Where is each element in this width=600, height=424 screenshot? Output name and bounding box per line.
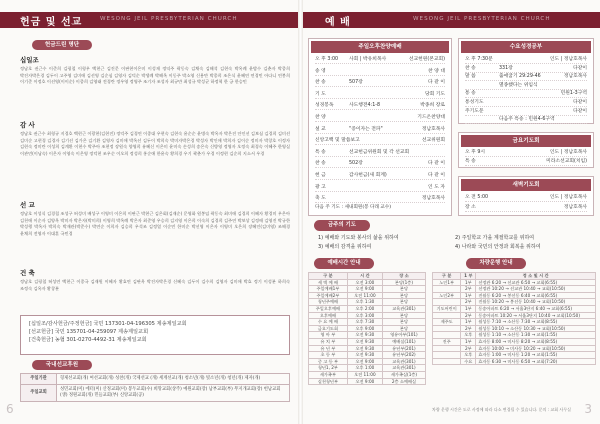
table-row (309, 365, 426, 372)
service-leader: 정남호목사 (563, 205, 587, 210)
table-cell: 오전 9:30 (347, 345, 382, 352)
service-item: 헌 금 (315, 173, 326, 178)
table-cell: 오후 2:00 (347, 305, 382, 312)
table-cell: 오후 1:30 (347, 299, 382, 306)
service-detail: 출애굽기 29:29-46 (499, 74, 541, 80)
table-cell: 선정관 6:20 → 선교관 6:50 → 교회(6:55) (476, 279, 596, 286)
service-row (315, 159, 445, 168)
table-row (309, 319, 426, 326)
table-cell: 오전 9:00 (347, 358, 382, 365)
table-cell: 2부 (461, 286, 476, 293)
section-title: 십일조 (20, 56, 39, 64)
table-row (309, 371, 426, 378)
table-cell: 세 벽 예 배 (309, 279, 348, 286)
table-cell: 1부 (461, 338, 476, 345)
table-cell: 동송아파트 10:20 → 서울3단지 10:40 → 교회(10:50) (476, 312, 596, 319)
table-cell: 오후 (461, 352, 476, 359)
service-row (465, 203, 587, 212)
service-row (315, 183, 445, 192)
service-item: 찬 송 (315, 161, 326, 167)
table-cell: 효자동 10:00 → 미사동 10:20 → 교회(10:50) (476, 345, 596, 352)
table-cell: 예배실(101) (382, 338, 425, 345)
section-mission (20, 200, 290, 237)
table-cell: 본당 (382, 299, 425, 306)
service-row (315, 136, 445, 145)
table-cell: 1부 (461, 279, 476, 286)
service-item: 송 영 (315, 68, 326, 74)
table-cell: 월성동 7:10 → 소산동 7:30 → 교회(8:55) (476, 319, 596, 326)
table-cell: 오후 7:30 (347, 319, 382, 326)
groups-table (432, 272, 596, 365)
table-row (309, 358, 426, 365)
table-cell: 초 등 부 (309, 352, 348, 359)
service-row (315, 148, 445, 157)
table-cell: 주일오후예배 (309, 305, 348, 312)
account-line: [선교헌금] 국민 135701-04-259097 제송제일교회 (29, 329, 149, 335)
attendance-pill: 예배시간 안내 (314, 258, 374, 269)
service-row (315, 55, 445, 64)
service-detail: "증이자는 전파" (349, 126, 383, 132)
table-row (433, 299, 596, 306)
service-item: 신앙고백 및 말씀보고 (315, 138, 360, 144)
service-detail: 502장 (349, 161, 363, 167)
right-header-bar (303, 12, 600, 28)
table-cell: 월성동 1:10 → 소산동 1:30 → 교회(1:55) (476, 332, 596, 339)
table-cell: 기도어린이 (433, 305, 461, 312)
attendance-table (308, 272, 426, 385)
domestic-mission-pill: 국내선교후원 (32, 360, 92, 370)
table-row (433, 305, 596, 312)
service-item: 장 소 (465, 205, 476, 210)
service-leader: 다 같 이 (428, 161, 445, 167)
column-header: 시 간 (347, 273, 382, 280)
service-item: 통성기도 (465, 100, 484, 105)
service-row (465, 115, 587, 124)
table-header-row (309, 273, 426, 280)
prayer-item: 4) 나라와 국민의 안정과 회복을 위하여 (455, 244, 541, 250)
table-cell: 주일예배2부 (309, 292, 348, 299)
table-cell: 효자동 1:00 → 미사동 1:20 → 교회(1:55) (476, 352, 596, 359)
table-cell: 유 치 부 (309, 338, 348, 345)
table-row (21, 385, 290, 402)
section-title: 건 축 (20, 269, 35, 277)
right-header-title: 예 배 (325, 17, 351, 28)
table-cell: 오전 9:00 (347, 378, 382, 385)
table-row (433, 292, 596, 299)
table-cell: 수요 (461, 358, 476, 365)
table-cell: 실천청년부 (309, 378, 348, 385)
table-row (309, 325, 426, 332)
table-cell: 동송아파트 6:20 → 서울3단지 6:40 → 교회(6:55) (476, 305, 596, 312)
table-cell: 새가족부 (309, 371, 348, 378)
table-cell: 본당 (382, 312, 425, 319)
service-item: 오 전 5:00 (465, 195, 489, 200)
table-row (433, 332, 596, 339)
main-service-note: 다음 주 기도 : 새내회원(봉 다래 교수) (315, 205, 392, 210)
table-row (309, 279, 426, 286)
service-item: 찬 양 (315, 115, 326, 120)
service-leader: 미라소선교회(치임) (546, 159, 587, 164)
table-cell: 금요기도회 (309, 325, 348, 332)
wed-service-panel (458, 38, 594, 124)
section-title: 선 교 (20, 201, 35, 209)
table-header-row (433, 273, 596, 280)
table-cell: 오전 9:30 (347, 352, 382, 359)
column-header: 장 소 (382, 273, 425, 280)
left-header-subtitle: WESONG JEIL PRESBYTERIAN CHURCH (100, 16, 238, 22)
service-detail: 사회 | 박유희목사 (349, 57, 387, 62)
service-leader: 기드온찬양대 (417, 115, 445, 120)
service-item: 오 후 7:30분 (465, 57, 493, 62)
service-item: 오 후 9시 (465, 150, 486, 155)
fri-service-title: 금요기도회 (461, 135, 591, 147)
row-label: 주일기관 (21, 374, 57, 385)
offering-pill: 헌금드린 명단 (32, 40, 92, 50)
service-leader: 박종희 장로 (420, 103, 445, 109)
service-leader: 인 도 자 (428, 184, 445, 190)
service-leader: 다 같 이 (428, 80, 445, 86)
section-building (20, 268, 290, 292)
service-leader: 정남호목사 (563, 74, 587, 80)
table-row (309, 286, 426, 293)
table-cell: 오후예배 (309, 312, 348, 319)
table-cell: 오전 9:00 (347, 286, 382, 293)
table-row (309, 378, 426, 385)
table-cell: 2부 (461, 345, 476, 352)
table-cell: 진월동 6:20 → 봉선동 6:40 → 교회(6:55) (476, 292, 596, 299)
service-leader: 선교헌원(본교회) (408, 57, 445, 62)
table-cell: 2부 (461, 312, 476, 319)
table-cell: 선정관 10:20 → 선교관 10:40 → 교회(10:50) (476, 286, 596, 293)
table-row (433, 338, 596, 345)
table-row (309, 352, 426, 359)
service-item: 성경봉독 (315, 103, 334, 109)
groups-pill: 차량운행 안내 (466, 258, 526, 269)
table-cell (433, 352, 461, 359)
section-body: 정남호 권근수 최형규 지경호 백현근 이광현(김현진) 정덕주 김경연 이종대 우현숙 김현숙 윤순순 윤병숙 박옥자 박은진 안인선 김보심 김경희 김미선 김미순 고현경 김경자 김기선 김가은 김기환 김영자 김미애 박옥선 김두이 박희숙 박미자박은경 박성자 박인애 박희자 김이순 정미자 박창호 이정자 김현숙 정미란 이성희 김계환 이현수 박주아 조현정 장원숙 양영희 유혜신 이은미 윤미숙 손성희 송은숙 신방영 정영자 오정숙 최경숙 이혜주 한영실 이관민(이남숙) 이은자 이영숙 이은영 정덕현 조우순 이오희 정성희 홍순애 한윤숙 황희경 우기 곽춘가 우경 이정현 김순희 지소서 우경 (20, 131, 290, 156)
table-cell: 효자동 8:00 → 미사동 8:20 → 교회(8:55) (476, 338, 596, 345)
service-detail: 507장 (349, 80, 363, 86)
table-cell (433, 299, 461, 306)
table-cell: 본당 (382, 286, 425, 293)
column-header: 정 소 및 시 간 (476, 273, 596, 280)
service-item: 주기도문 (465, 108, 484, 114)
table-row (433, 319, 596, 326)
table-cell: 영 아 부 (309, 332, 348, 339)
table-cell: 교육관(301) (382, 365, 425, 372)
section-tithe (20, 55, 290, 86)
service-detail: 선교헌금위원회 및 각 선교회 (349, 149, 410, 155)
right-page-number: 3 (584, 402, 592, 416)
service-leader: 정남호목사 (421, 126, 445, 132)
section-body: 정남호 권근수 이준희 김평철 이형우 백현근 김진문 이판현이은미 이성재 정익주 곽동숙 김채숙 김해석 김현숙 박옥례 윤밤수 김춘자 박종희 박진자박은경 김두이 고주영 김미애 김선영 김순심 김영자 김덕순 박생례 박해옥 이동주 박소영 신용만 박종희 조은식 윤혜연 연경민 아다니 연봉희 이기준 이정호 이선영(이이순) 이종희 김영태 전경란 정우영 정영주 조기자 조성자 최규만 최성규 박성균 하정혁 한 궁 한승민 (20, 66, 290, 85)
service-item: 통 송 (465, 91, 476, 97)
table-row (433, 345, 596, 352)
fri-service-panel (458, 132, 594, 168)
table-cell: 진주 (433, 338, 461, 345)
table-cell: 본당 (382, 292, 425, 299)
service-leader: 인도 | 정남호목사 (549, 195, 587, 200)
service-row (315, 125, 445, 134)
section-thanks (20, 120, 290, 157)
prayer-item: 1) 예배와 기도와 봉사의 삶을 위하여 (318, 235, 399, 241)
table-cell: 교육관(301) (382, 305, 425, 312)
service-item: 말 씀 (465, 74, 476, 80)
table-row (309, 312, 426, 319)
service-item: 기 도 (315, 91, 326, 97)
dawn-service-panel (458, 176, 594, 216)
table-cell: 본당(1층) (382, 279, 425, 286)
service-item: 광 고 (315, 184, 326, 190)
table-cell: 1부 (461, 319, 476, 326)
table-row (309, 299, 426, 306)
table-cell (433, 332, 461, 339)
table-row (21, 374, 290, 385)
service-leader: 다 같 이 (428, 173, 445, 178)
service-item: 특 송 (465, 159, 476, 164)
service-detail: 감사헌금(새 회계) (349, 173, 387, 178)
table-cell: 유년부(201) (382, 345, 425, 352)
table-cell: 노인1부 (433, 279, 461, 286)
table-row (433, 279, 596, 286)
service-row (315, 171, 445, 180)
table-cell: 1부 (461, 305, 476, 312)
service-item: 설 교 (315, 126, 326, 132)
service-leader: 다같이 (573, 100, 587, 105)
table-row (433, 286, 596, 293)
column-header: 1 부 (461, 273, 476, 280)
right-header-subtitle: WESONG JEIL PRESBYTERIAN CHURCH (413, 16, 551, 22)
table-cell: 오후 9:00 (347, 325, 382, 332)
table-row (433, 358, 596, 365)
table-cell: 영유아부(101) (382, 332, 425, 339)
prayer-pill: 금주의 기도 (314, 220, 370, 231)
table-cell: 본당 (382, 325, 425, 332)
service-detail: 멸종했다는 위임식 (499, 82, 538, 88)
left-header-bar (0, 12, 298, 28)
table-row (433, 312, 596, 319)
dawn-service-title: 새벽기도회 (461, 179, 591, 191)
service-leader: 당회 기도 (424, 91, 445, 97)
table-row (309, 292, 426, 299)
service-row (315, 67, 445, 76)
table-cell: 오전 9:30 (347, 338, 382, 345)
table-cell: 유 년 부 (309, 345, 348, 352)
wed-service-title: 수요성경공부 (461, 41, 591, 53)
service-item: 축 도 (315, 196, 326, 202)
service-row (315, 113, 445, 122)
table-row (309, 345, 426, 352)
table-row (309, 305, 426, 312)
table-cell: 월성동 10:10 → 소산동 10:30 → 교회(10:50) (476, 325, 596, 332)
table-row (309, 332, 426, 339)
table-cell: 오후 1:00 (347, 365, 382, 372)
domestic-mission-table (20, 373, 290, 402)
account-line: [십일조/감사헌금/주정헌금] 국민 137301-04-196305 제송제일교회 (29, 321, 187, 327)
service-item: 특 송 (315, 149, 326, 155)
table-cell: 오전 11:00 (347, 292, 382, 299)
prayer-item: 3) 예배의 감격을 위하여 (318, 244, 372, 250)
service-leader: 정남호목사 (421, 196, 445, 202)
service-row (465, 193, 587, 202)
account-line: [건축헌금] 농협 301-0270-4492-31 제송제일교회 (29, 337, 147, 343)
service-leader: 다같이 (573, 65, 587, 71)
service-row (315, 194, 445, 203)
service-row (315, 78, 445, 87)
table-cell: 오전 3:00 (347, 279, 382, 286)
service-row (465, 148, 587, 157)
service-leader: 인도 | 정남호목사 (549, 57, 587, 62)
service-detail: 사도행전4:1-8 (349, 103, 381, 109)
service-leader: 인도 | 정남호목사 (549, 150, 587, 155)
table-cell: 노인2부 (433, 292, 461, 299)
table-cell: 오후 (461, 332, 476, 339)
service-detail: 331장 (499, 65, 513, 71)
table-row (433, 325, 596, 332)
section-body: 정남호 김평철 허성연 백현근 이종국 김재원 이혜자 황효연 김판옥 박진자박은경 신혜숙 김두이 김수희 김영자 김미애 박효 정기 이성분 하희숙 조정숙 김옥자 황창분 (20, 279, 290, 291)
table-cell (433, 345, 461, 352)
row-text: 형제선교회(개) 여선교회(개) 성찬(개) 국제선교 (개) 세계선교(개) 청소년(개) 빛소년(개) 청년(개) 제자(개) (57, 374, 290, 385)
section-body: 정남호 이성식 김경철 조성구 허성미 배성구 이영미 이은희 이판근 박현근 김은회(김재순) 문영화 원봉임 곽동숙 최미애 김경희 이혜자 황경미 우은아 김천애 이순자 김양옥 박미자 박은자(박미희) 이영희 박옥례 박은자 최준영 우승희 김지영 이은희 이숙희 김경희 김주연 박보상 김정애 김영진 박규한 박성행 박옥자 박희숙 박재관(박준수) 박연순 이희자 김승희 우석조 김정열 이순민 한미순 박선영 이은자 이영미 오은희 장혜인(김미영) 조해경 윤채희 전영자 이대훈 국민경 (20, 211, 290, 236)
table-cell: 교육관(301) (382, 358, 425, 365)
service-row (315, 101, 445, 110)
table-cell: 2부 (461, 325, 476, 332)
table-cell: 중 고 등 부 (309, 358, 348, 365)
table-cell (433, 358, 461, 365)
service-row (465, 157, 587, 166)
table-cell: 진월동 10:20 → 봉선동 10:40 → 교회(10:50) (476, 299, 596, 306)
table-row (309, 338, 426, 345)
table-cell (433, 286, 461, 293)
gutter (298, 0, 303, 424)
account-info-box (20, 315, 290, 355)
table-cell: 2층 소예배실 (382, 378, 425, 385)
left-header-title: 헌금 및 선교 (20, 17, 83, 28)
service-item: 찬 송 (315, 80, 326, 86)
table-cell: 효자동 6:30 → 미사동 6:50 → 교회(7:20) (476, 358, 596, 365)
service-item: 찬 송 (465, 65, 476, 71)
main-service-panel (308, 38, 452, 216)
table-cell: 주일예배1부 (309, 286, 348, 293)
table-cell: 오후 3:00 (347, 312, 382, 319)
groups-note: 차량 운행 시간은 도로 사정에 따라 다소 변경될 수 있습니다. 문의 : 교회 사무실 (432, 407, 571, 412)
main-service-title: 주일오후찬양예배 (311, 41, 449, 53)
table-cell: 오전 9:30 (347, 332, 382, 339)
service-detail: 다음주 특송 : 민원4-6구역 (499, 117, 555, 123)
table-cell: 새가족실(1층) (382, 371, 425, 378)
row-label: 주일교회 (21, 385, 57, 402)
table-cell (433, 312, 461, 319)
column-header: 구 분 (309, 273, 348, 280)
table-cell: 2부 (461, 299, 476, 306)
table-cell: 오전 11:00 (347, 371, 382, 378)
table-cell: 수 요 예 배 (309, 319, 348, 326)
service-leader: 민원1-3구역 (560, 91, 587, 97)
table-cell: 1부 (461, 292, 476, 299)
table-cell: 본당 (382, 319, 425, 326)
table-cell: 유년부(202) (382, 352, 425, 359)
prayer-item: 2) 주일학교 가을 계절학교를 위하여 (455, 235, 535, 241)
service-leader: 다같이 (573, 108, 587, 114)
section-title: 감 사 (20, 121, 35, 129)
column-header: 구 분 (433, 273, 461, 280)
left-page-number: 6 (6, 402, 14, 416)
table-row (433, 352, 596, 359)
table-cell: 제주도 (433, 319, 461, 326)
table-cell (433, 325, 461, 332)
service-item: 오 후 3:00 (315, 57, 339, 62)
service-row (315, 90, 445, 99)
service-leader: 선교위원회 (421, 138, 445, 144)
table-cell: 청년1, 2부 (309, 365, 348, 372)
service-leader: 찬 양 대 (428, 68, 445, 74)
row-text: 성민교회(미) 에터(미) 산정교회(미) 봉두교회(수) 희망교회(상주) 예원교회(장) 남부교회(부) 무지개교회(장) 헌남교회(생) 정원교회(개) 민들교회(부) 신앙교회(공) (57, 385, 290, 402)
table-cell: 청년주예배 (309, 299, 348, 306)
